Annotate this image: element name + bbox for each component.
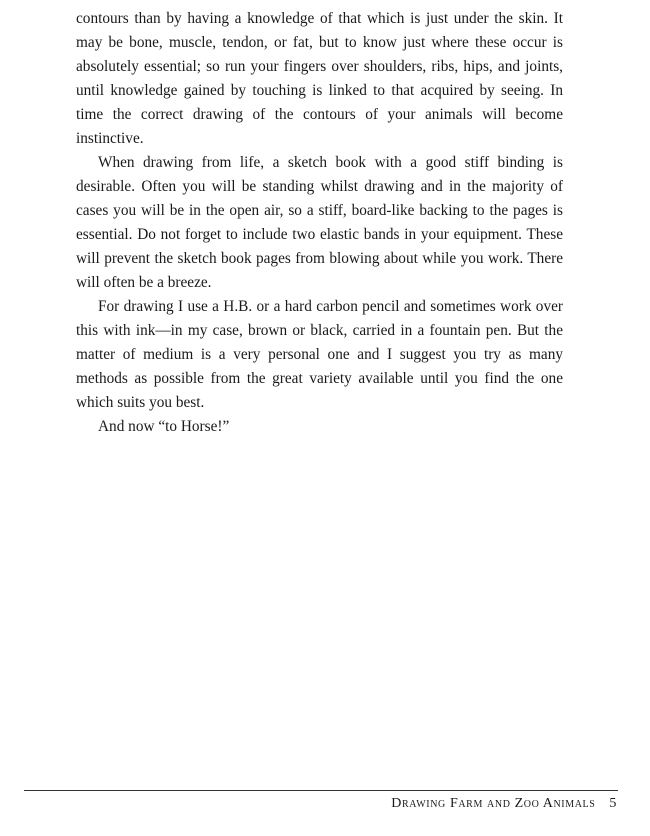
page-footer [391,796,617,812]
page-number: 5 [609,796,617,811]
paragraph-closing: And now “to Horse!” [98,418,230,435]
running-title: Drawing Farm and Zoo Animals [391,796,596,811]
paragraph-continued: contours than by having a knowledge of that which is just under the skin. It may be bone, muscle, tendon, or fat, but to know just where these occur is absolutely essential; so run your fingers over shoulders, ribs, hips, and joints, until knowledge gained by touching is linked to that acquired by seeing. In time the correct drawing of the contours of your animals will become instinctive. [76,10,563,147]
paragraph-sketch-book: When drawing from life, a sketch book with a good stiff binding is desirable. Often you will be standing whilst drawing and in the majority of cases you will be in the open air, so a stiff, board-like backing to the pages is essential. Do not forget to include two elastic bands in your equipment. These will prevent the sketch book pages from blowing about while you work. There will often be a breeze. [76,154,563,291]
body-text [76,7,563,439]
footer-rule [24,790,618,791]
paragraph-drawing-medium: For drawing I use a H.B. or a hard carbon pencil and sometimes work over this with ink—in my case, brown or black, carried in a fountain pen. But the matter of medium is a very personal one and I suggest you try as many methods as possible from the great variety available until you find the one which suits you best. [76,298,563,411]
